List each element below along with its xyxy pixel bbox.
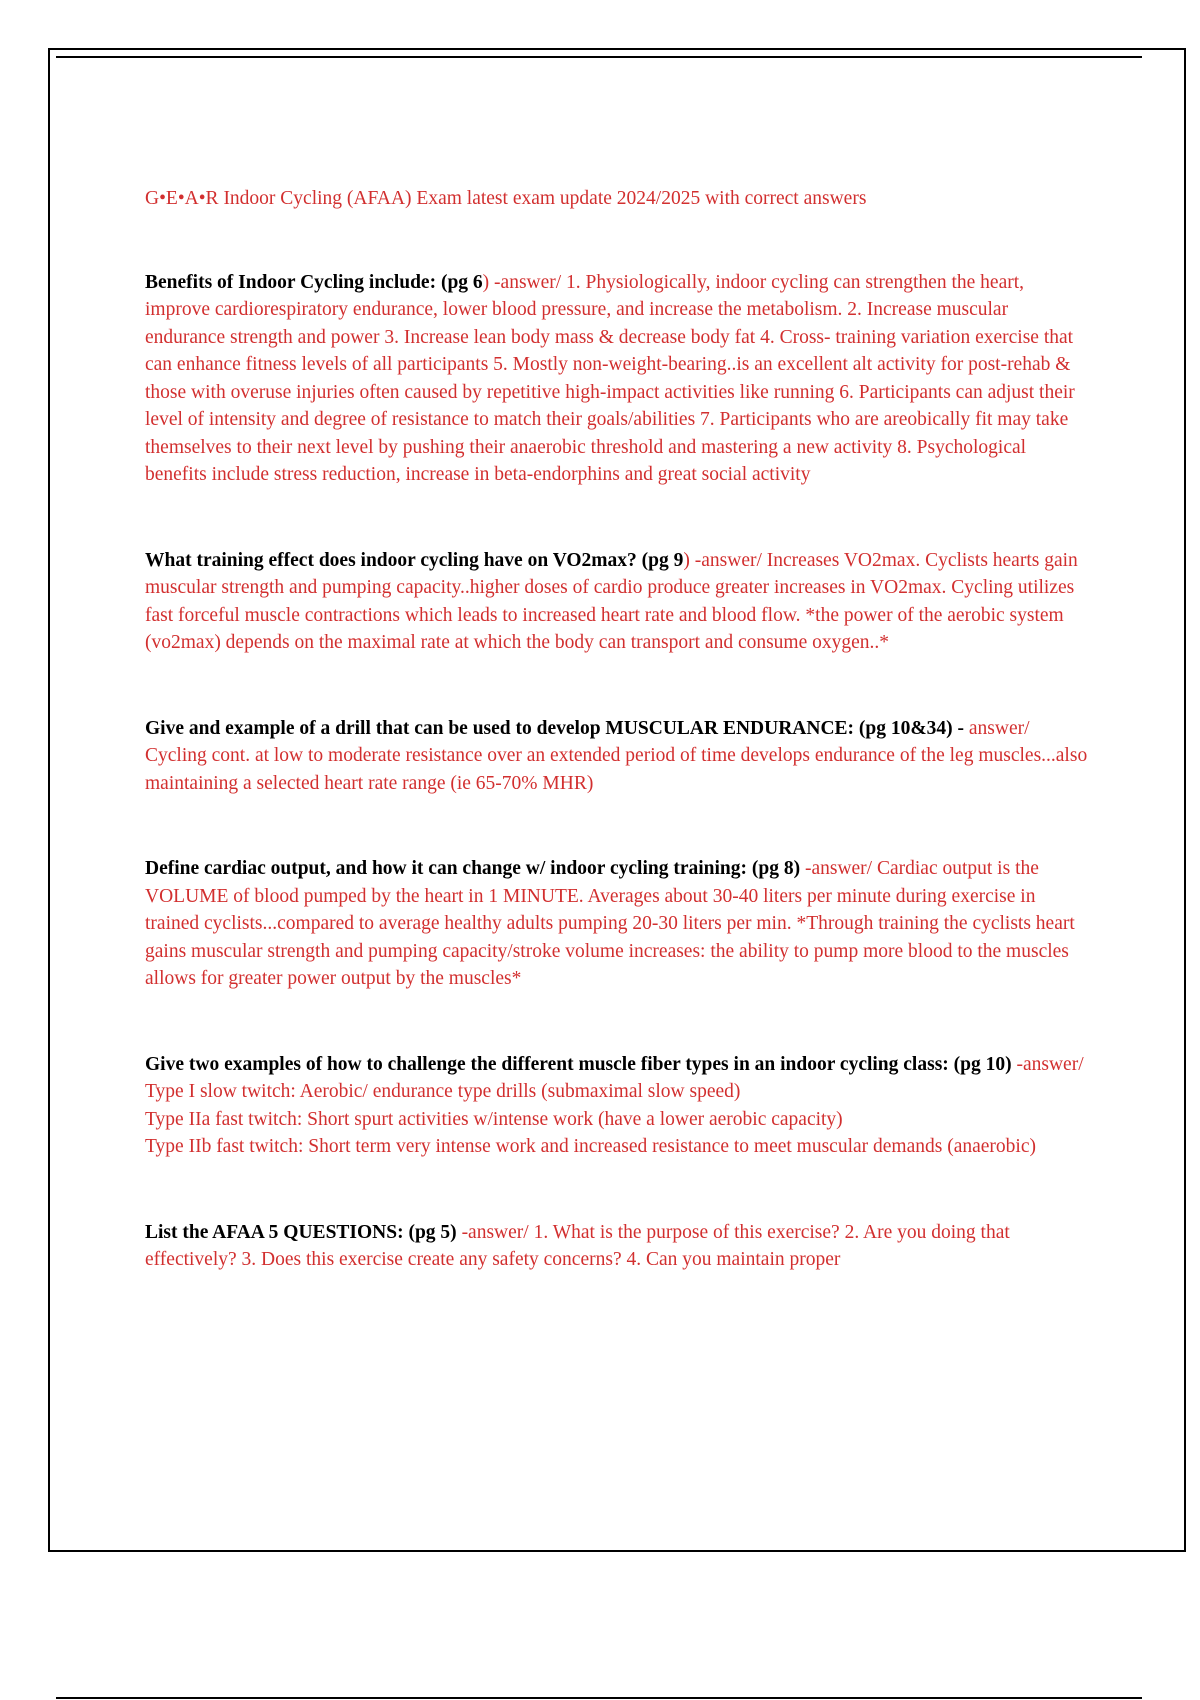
qa-item-vo2max — [145, 547, 1090, 657]
qa-item-muscular-endurance — [145, 715, 1090, 798]
document-title: G•E•A•R Indoor Cycling (AFAA) Exam latest exam update 2024/2025 with correct answers — [145, 188, 867, 209]
top-divider — [56, 56, 1142, 58]
qa-item-cardiac-output — [145, 855, 1090, 993]
answer-text: -answer/ 1. What is the purpose of this exercise? 2. Are you doing that effectively? 3. Does this exercise create any safety concerns? 4. Can you maintain proper — [145, 1221, 1010, 1270]
question-text: Define cardiac output, and how it can change w/ indoor cycling training: (pg 8) — [145, 858, 801, 879]
answer-text: -answer/ Cardiac output is the VOLUME of blood pumped by the heart in 1 MINUTE. Averages about 30-40 liters per minute during exercise in trained cyclists...compared to average healthy adults pumping 20-30 liters per min. *Through training the cyclists heart gains muscular strength and pumping capacity/stroke volume increases: the ability to pump more blood to the muscles allows for greater power output by the muscles* — [145, 858, 1075, 989]
answer-text: ) -answer/ Increases VO2max. Cyclists hearts gain muscular strength and pumping capacity..higher doses of cardio produce greater increases in VO2max. Cycling utilizes fast forceful muscle contractions which leads to increased heart rate and blood flow. *the power of the aerobic system (vo2max) depends on the maximal rate at which the body can transport and consume oxygen..* — [145, 549, 1078, 653]
question-text: What training effect does indoor cycling have on VO2max? (pg 9 — [145, 549, 684, 571]
question-text: Give two examples of how to challenge the different muscle fiber types in an indoor cycling class: (pg 10) — [145, 1053, 1012, 1075]
answer-text: ) -answer/ 1. Physiologically, indoor cycling can strengthen the heart, improve cardiorespiratory endurance, lower blood pressure, and increase the metabolism. 2. Increase muscular endurance strength and power 3. Increase lean body mass & decrease body fat 4. Cross- training variation exercise that can enhance fitness levels of all participants 5. Mostly non-weight-bearing..is an excellent alt activity for post-rehab & those with overuse injuries often caused by repetitive high-impact activities like running 6. Participants can adjust their level of intensity and degree of resistance to match their goals/abilities 7. Participants who are areobically fit may take themselves to their next level by pushing their anaerobic threshold and mastering a new activity 8. Psychological benefits include stress reduction, increase in beta-endorphins and great social activity — [145, 271, 1075, 485]
qa-item-afaa-questions — [145, 1219, 1090, 1274]
question-text: Give and example of a drill that can be used to develop MUSCULAR ENDURANCE: (pg 10&34) - — [145, 717, 964, 739]
qa-item-muscle-fiber — [145, 1051, 1090, 1161]
question-text: List the AFAA 5 QUESTIONS: (pg 5) — [145, 1221, 457, 1243]
answer-text: -answer/ Type I slow twitch: Aerobic/ endurance type drills (submaximal slow speed) — [145, 1053, 1084, 1102]
bottom-divider — [56, 1697, 1142, 1699]
answer-extra-type-iia: Type IIa fast twitch: Short spurt activities w/intense work (have a lower aerobic capacity) — [145, 1108, 843, 1130]
document-body — [145, 185, 1090, 1332]
qa-item-benefits — [145, 269, 1090, 489]
question-text: Benefits of Indoor Cycling include: (pg 6 — [145, 271, 483, 293]
answer-extra-type-iib: Type IIb fast twitch: Short term very intense work and increased resistance to meet muscular demands (anaerobic) — [145, 1136, 1036, 1157]
answer-text: answer/ Cycling cont. at low to moderate resistance over an extended period of time develops endurance of the leg muscles...also maintaining a selected heart rate range (ie 65-70% MHR) — [145, 717, 1088, 794]
